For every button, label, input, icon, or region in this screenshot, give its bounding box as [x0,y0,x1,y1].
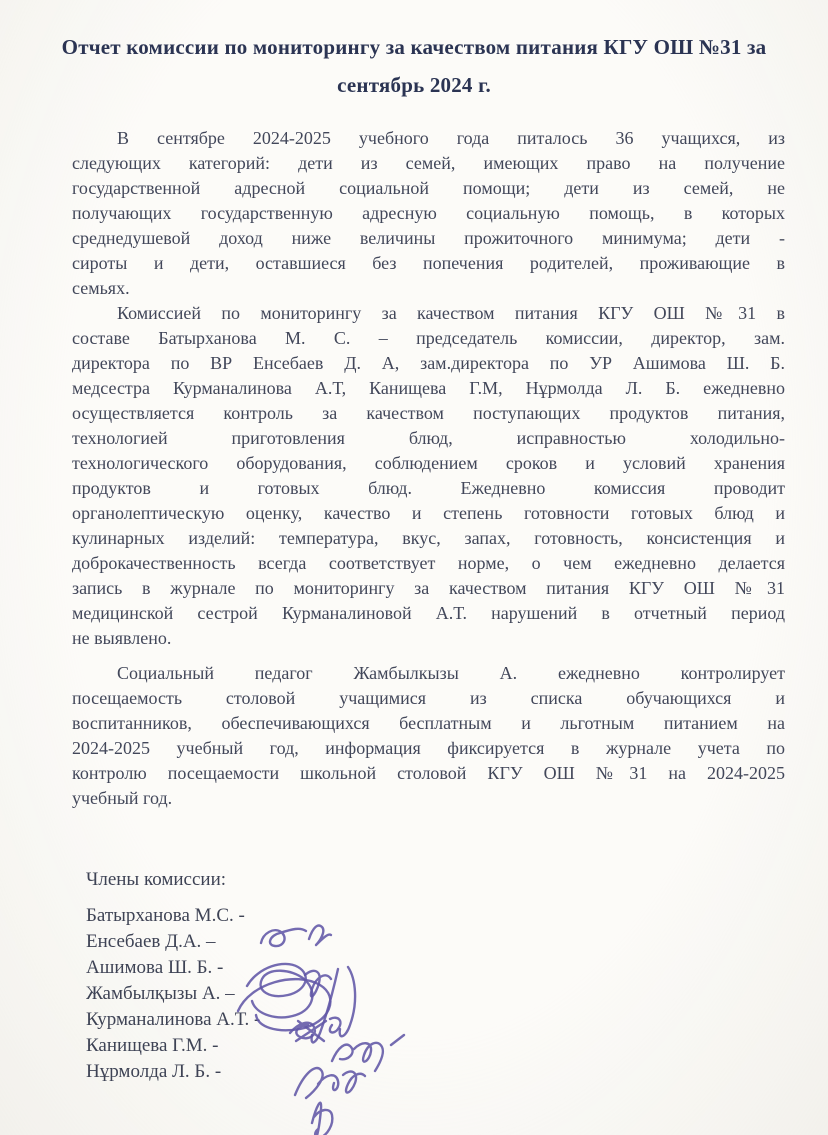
member-row [86,955,785,981]
member-row [86,1007,785,1033]
text-line: семьях. [72,278,130,298]
member-name: Жамбылқызы А. – [86,983,235,1004]
paragraph-students [72,126,785,301]
text-line: учебный год. [72,788,173,808]
text-line: следующих категорий: дети из семей, имеющих право на получение [72,153,785,173]
commission-heading: Члены комиссии: [86,869,227,890]
scanned-report-page [0,28,828,1135]
member-row [86,1059,785,1085]
member-name: Курманалинова А.Т. - [86,1009,261,1030]
text-line: составе Батырханова М. С. – председатель комиссии, директор, зам. [72,328,785,348]
title-line-1: Отчет комиссии по мониторингу за качеством питания КГУ ОШ №31 за [61,35,767,59]
title-line-2: сентябрь 2024 г. [337,73,491,97]
member-name: Ашимова Ш. Б. - [86,957,224,978]
text-line: среднедушевой доход ниже величины прожиточного минимума; дети - [72,228,785,248]
paragraph-commission-control [72,301,785,651]
text-line: 2024-2025 учебный год, информация фиксируется в журнале учета по [72,738,785,758]
text-line: органолептическую оценку, качество и степень готовности готовых блюд и [72,503,785,523]
text-line: контролю посещаемости школьной столовой КГУ ОШ №31 на 2024-2025 [72,763,785,783]
text-line: осуществляется контроль за качеством поступающих продуктов питания, [72,403,785,423]
member-row [86,981,785,1007]
text-line: запись в журнале по мониторингу за качеством питания КГУ ОШ №31 [72,578,785,598]
member-row [86,929,785,955]
text-line: получающих государственную адресную социальную помощь, в которых [72,203,785,223]
member-name: Батырханова М.С. - [86,905,245,926]
text-line: технологией приготовления блюд, исправностью холодильно- [72,428,785,448]
text-line: Комиссией по мониторингу за качеством питания КГУ ОШ №31 в [117,303,785,323]
member-row [86,903,785,929]
member-name: Нұрмолда Л. Б. - [86,1061,222,1082]
signature-nurmolda [312,1103,332,1135]
text-line: кулинарных изделий: температура, вкус, запах, готовность, консистенция и [72,528,785,548]
text-line: воспитанников, обеспечивающихся бесплатным и льготным питанием на [72,713,785,733]
text-line: В сентябре 2024-2025 учебного года питалось 36 учащихся, из [117,128,785,148]
paragraph-social-pedagogue [72,661,785,811]
document-body [72,126,785,811]
document-title [60,28,768,104]
text-line: технологического оборудования, соблюдением сроков и условий хранения [72,453,785,473]
text-line: медсестра Курманалинова А.Т, Канищева Г.М, Нұрмолда Л. Б. ежедневно [72,378,785,398]
text-line: посещаемость столовой учащимися из списка обучающихся и [72,688,785,708]
text-line: Социальный педагог Жамбылкызы А. ежедневно контролирует [117,663,785,683]
text-line: не выявлено. [72,628,172,648]
text-line: государственной адресной социальной помощи; дети из семей, не [72,178,785,198]
commission-members-section [86,869,785,1085]
member-name: Енсебаев Д.А. – [86,931,216,952]
text-line: продуктов и готовых блюд. Ежедневно комиссия проводит [72,478,785,498]
member-row [86,1033,785,1059]
text-line: доброкачественность всегда соответствует норме, о чем ежедневно делается [72,553,785,573]
member-name: Канищева Г.М. - [86,1035,219,1056]
text-line: сироты и дети, оставшиеся без попечения родителей, проживающие в [72,253,785,273]
text-line: медицинской сестрой Курманалиновой А.Т. нарушений в отчетный период [72,603,785,623]
text-line: директора по ВР Енсебаев Д. А, зам.директора по УР Ашимова Ш. Б. [72,353,785,373]
